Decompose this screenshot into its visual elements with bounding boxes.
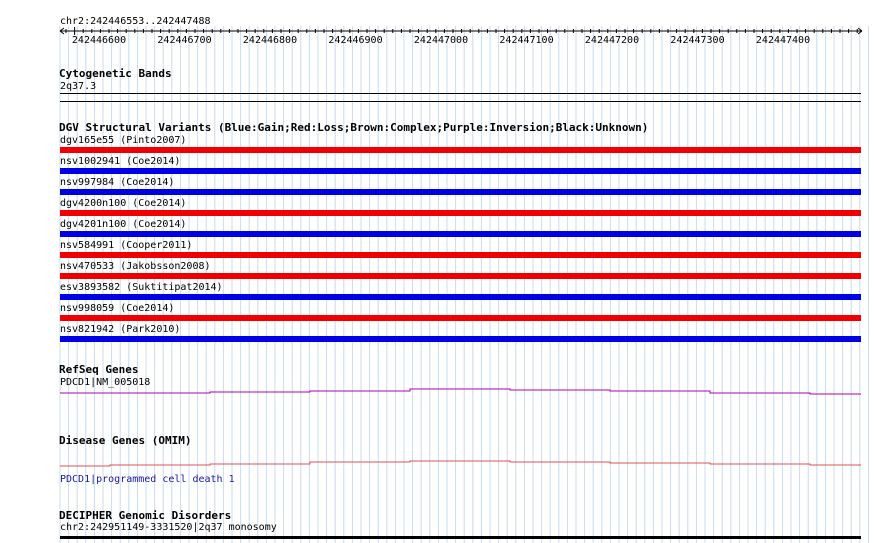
dgv-feature-label[interactable]: dgv165e55 (Pinto2007) <box>60 135 187 146</box>
refseq-feature-label[interactable]: PDCD1|NM_005018 <box>60 377 151 388</box>
track-title-refseq: RefSeq Genes <box>59 363 139 376</box>
track-title-cytogenetic-bands: Cytogenetic Bands <box>59 67 172 80</box>
dgv-feature-label[interactable]: nsv1002941 (Coe2014) <box>60 156 181 167</box>
dgv-feature-label[interactable]: dgv4201n100 (Coe2014) <box>60 219 187 230</box>
decipher-feature-bar[interactable] <box>60 536 861 539</box>
location-label: chr2:242446553..242447488 <box>60 16 211 27</box>
dgv-feature-label[interactable]: nsv584991 (Cooper2011) <box>60 240 193 251</box>
ruler-tick-label: 242446900 <box>328 35 383 46</box>
cytoband-feature-label[interactable]: 2q37.3 <box>60 81 97 92</box>
omim-feature-label[interactable]: PDCD1|programmed cell death 1 <box>60 474 235 485</box>
dgv-feature-label[interactable]: nsv997984 (Coe2014) <box>60 177 175 188</box>
dgv-feature-label[interactable]: nsv821942 (Park2010) <box>60 324 181 335</box>
ruler-tick-label: 242447400 <box>755 35 811 46</box>
track-title-omim: Disease Genes (OMIM) <box>59 434 192 447</box>
track-title-decipher: DECIPHER Genomic Disorders <box>59 509 232 522</box>
ruler-tick-label: 242447300 <box>670 35 725 46</box>
dgv-feature-label[interactable]: nsv470533 (Jakobsson2008) <box>60 261 211 272</box>
ruler-tick-label: 242446600 <box>71 35 127 46</box>
dgv-feature-label[interactable]: esv3893582 (Suktitipat2014) <box>60 282 223 293</box>
ruler-tick-label: 242446700 <box>157 35 212 46</box>
ruler-tick-label: 242446800 <box>242 35 298 46</box>
track-title-dgv: DGV Structural Variants (Blue:Gain;Red:Loss;Brown:Complex;Purple:Inversion;Black:Unknown) <box>59 121 649 134</box>
ruler-tick-label: 242447100 <box>499 35 554 46</box>
dgv-feature-label[interactable]: dgv4200n100 (Coe2014) <box>60 198 187 209</box>
dgv-feature-label[interactable]: nsv998059 (Coe2014) <box>60 303 175 314</box>
decipher-feature-label[interactable]: chr2:242951149-3331520|2q37 monosomy <box>60 522 277 533</box>
ruler-tick-label: 242447000 <box>413 35 469 46</box>
omim-gene-path <box>60 461 861 466</box>
ruler-tick-label: 242447200 <box>584 35 640 46</box>
